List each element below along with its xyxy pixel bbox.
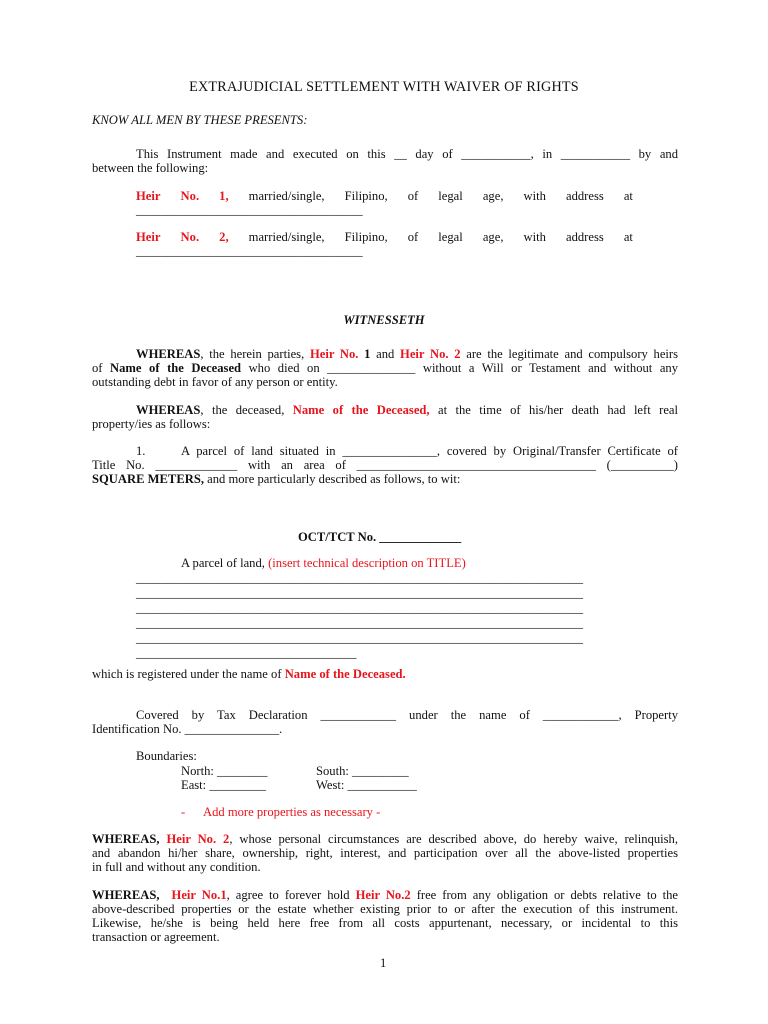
heir-1-row xyxy=(136,189,633,204)
registered-line: which is registered under the name of Name of the Deceased. xyxy=(92,667,406,681)
item-1-line-2: Title No. _____________ with an area of ______________________________________ (__________) xyxy=(92,458,678,472)
know-all-heading: KNOW ALL MEN BY THESE PRESENTS: xyxy=(92,113,308,127)
whereas-4-line-1: WHEREAS, Heir No.1, agree to forever hold Heir No.2 free from any obligation or debts relative to the xyxy=(92,888,679,902)
heir-2-row xyxy=(136,230,633,245)
item-1-line-3: SQUARE METERS, and more particularly described as follows, to wit: xyxy=(92,472,461,486)
heir-2-label-a: Heir xyxy=(136,230,161,244)
heir-2-word: at xyxy=(623,230,633,244)
item-1-number: 1. xyxy=(136,444,146,458)
whereas-3-line-1: WHEREAS, Heir No. 2, whose personal circumstances are described above, do hereby waive, relinquish, xyxy=(92,832,679,846)
heir-2-word: age, xyxy=(482,230,504,244)
heir-2-word: married/single, xyxy=(248,230,325,244)
document-title: EXTRAJUDICIAL SETTLEMENT WITH WAIVER OF RIGHTS xyxy=(189,79,579,95)
heir-2-word: Filipino, xyxy=(344,230,388,244)
item-1-line-1: A parcel of land situated in _______________, covered by Original/Transfer Certificate of xyxy=(181,444,678,458)
heir-2-word: address xyxy=(565,230,604,244)
heir-2-word: of xyxy=(407,230,419,244)
whereas-1-line-2: of Name of the Deceased who died on ______________ without a Will or Testament and without any xyxy=(92,361,678,375)
parcel-intro: A parcel of land, (insert technical description on TITLE) xyxy=(181,556,466,570)
heir-1-word: with xyxy=(523,189,546,203)
tax-line-1: Covered by Tax Declaration ____________ under the name of ____________, Property xyxy=(136,708,678,722)
technical-description-line: _______________________________________________________________________ xyxy=(136,571,584,585)
technical-description-line: _______________________________________________________________________ xyxy=(136,601,584,615)
tax-line-2: Identification No. _______________. xyxy=(92,722,283,736)
heir-1-word: age, xyxy=(482,189,504,203)
boundary-east: East: _________ xyxy=(181,778,267,792)
page-number: 1 xyxy=(380,956,387,970)
add-more-note: Add more properties as necessary - xyxy=(203,805,381,819)
heir-1-word: of xyxy=(407,189,419,203)
witnesseth-heading: WITNESSETH xyxy=(343,313,425,327)
heir-2-label-c: 2, xyxy=(219,230,229,244)
whereas-4-line-2: above-described properties or the estate whether existing prior to or after the execution of this instrument. xyxy=(92,902,678,916)
oct-tct-number: OCT/TCT No. _____________ xyxy=(298,530,462,544)
heir-2-label-b: No. xyxy=(180,230,200,244)
whereas-2-line-2: property/ies as follows: xyxy=(92,417,211,431)
add-more-dash: - xyxy=(181,805,186,819)
whereas-3-line-3: in full and without any condition. xyxy=(92,860,261,874)
heir-1-word: married/single, xyxy=(248,189,325,203)
heir-1-address-blank: ____________________________________ xyxy=(136,203,363,217)
whereas-1-line-1: WHEREAS, the herein parties, Heir No. 1 and Heir No. 2 are the legitimate and compulsory heirs xyxy=(136,347,679,361)
heir-1-label-b: No. xyxy=(180,189,200,203)
boundary-west: West: ___________ xyxy=(316,778,417,792)
intro-line-1: This Instrument made and executed on this __ day of ___________, in ___________ by and xyxy=(136,147,678,161)
whereas-1-line-3: outstanding debt in favor of any person or entity. xyxy=(92,375,338,389)
heir-1-label-a: Heir xyxy=(136,189,161,203)
technical-description-line: _______________________________________________________________________ xyxy=(136,631,584,645)
technical-description-line: ___________________________________ xyxy=(136,646,357,660)
boundary-north: North: ________ xyxy=(181,764,268,778)
heir-2-word: with xyxy=(523,230,546,244)
technical-description-line: _______________________________________________________________________ xyxy=(136,586,584,600)
intro-line-2: between the following: xyxy=(92,161,209,175)
heir-1-word: Filipino, xyxy=(344,189,388,203)
whereas-4-line-4: transaction or agreement. xyxy=(92,930,220,944)
whereas-4-line-3: Likewise, he/she is being held here free from all costs appurtenant, necessary, or incidental to this xyxy=(92,916,678,930)
heir-1-word: address xyxy=(565,189,604,203)
technical-description-line: _______________________________________________________________________ xyxy=(136,616,584,630)
whereas-3-line-2: and abandon hi/her share, ownership, right, interest, and participation over all the above-listed properties xyxy=(92,846,678,860)
heir-2-word: legal xyxy=(438,230,463,244)
heir-1-label-c: 1, xyxy=(219,189,229,203)
heir-2-address-blank: ____________________________________ xyxy=(136,244,363,258)
heir-1-word: legal xyxy=(438,189,463,203)
boundaries-label: Boundaries: xyxy=(136,749,197,763)
whereas-2-line-1: WHEREAS, the deceased, Name of the Deceased, at the time of his/her death had left real xyxy=(136,403,679,417)
heir-1-word: at xyxy=(623,189,633,203)
boundary-south: South: _________ xyxy=(316,764,409,778)
